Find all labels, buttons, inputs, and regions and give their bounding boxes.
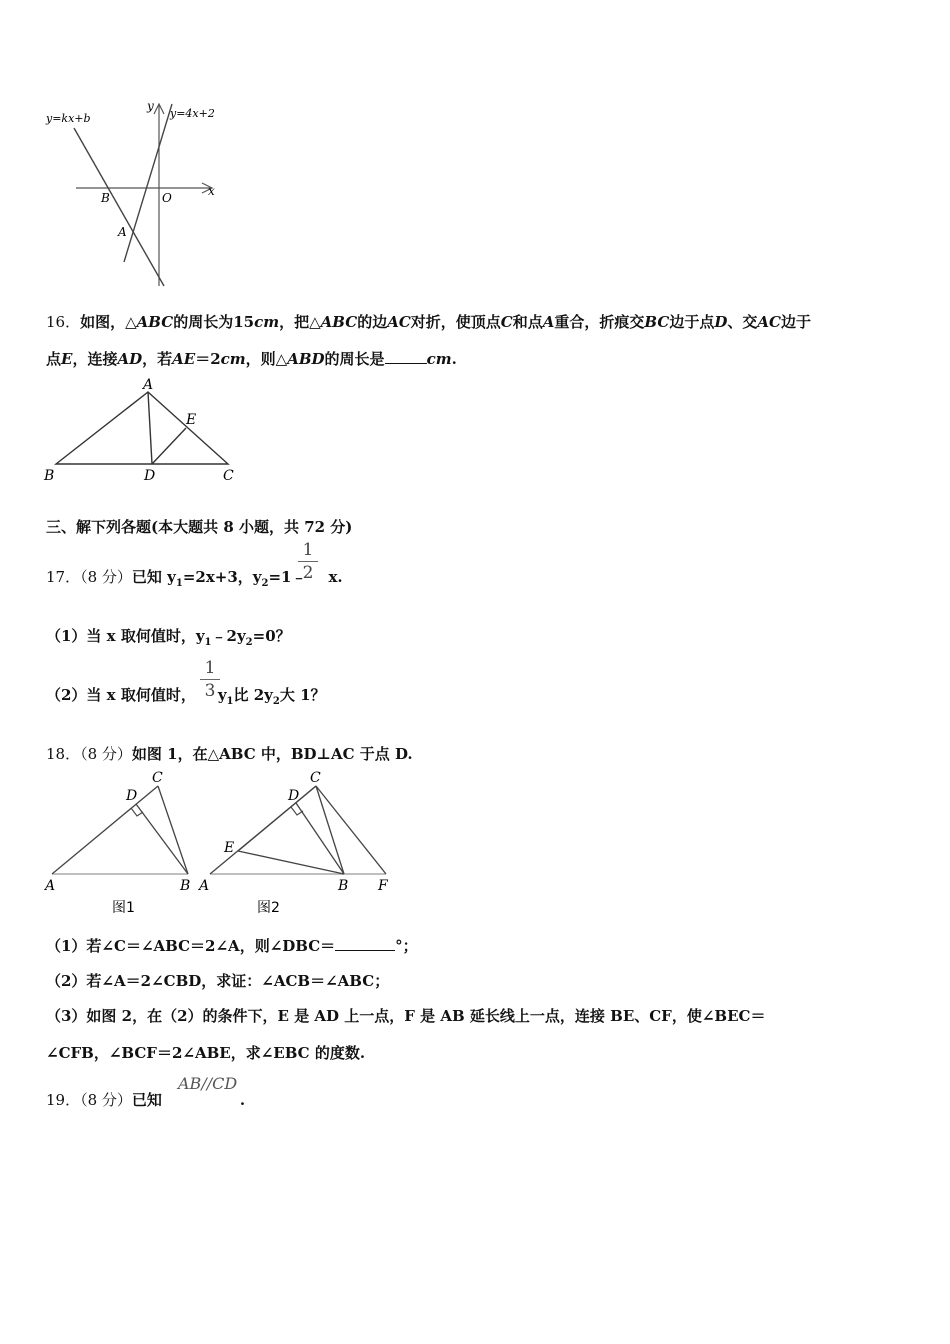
segment-bd — [136, 804, 188, 874]
q16-figure — [40, 372, 250, 490]
segment-cf — [316, 786, 386, 874]
label-f: F — [378, 878, 388, 894]
q15-figure — [44, 96, 230, 292]
label-b: B — [338, 878, 349, 894]
triangle-abc — [56, 392, 228, 464]
label-c: C — [223, 468, 234, 484]
q18-figure1 — [40, 768, 200, 920]
q17-fraction-half: 1 2 — [298, 540, 318, 583]
label-e: E — [224, 840, 235, 856]
q17-part2: （2）当 x 取何值时， $y_1$比 $2y_2$大 1？ — [46, 686, 326, 707]
line-label-kx-b: y=kx+b — [46, 112, 91, 125]
q17-stem: 17．（8 分）已知 $y_1=2x+3$，$y_2=1﹣$ x. — [46, 568, 343, 589]
q18-part3-line2: ∠CFB，∠BCF＝2∠ABE，求∠EBC 的度数. — [46, 1044, 366, 1062]
label-a: A — [45, 878, 56, 894]
segment-cb — [158, 786, 188, 874]
q18-figure2 — [196, 768, 396, 920]
label-c: C — [152, 770, 163, 786]
line-4x-2 — [124, 104, 172, 262]
segment-be — [238, 851, 344, 874]
label-b: B — [180, 878, 191, 894]
point-b-label: B — [101, 191, 110, 205]
q18-stem: 18．（8 分）如图 1，在△ABC 中，BD⊥AC 于点 D. — [46, 745, 413, 763]
q19-formula: AB//CD — [178, 1074, 238, 1093]
label-d: D — [288, 788, 300, 804]
label-c: C — [310, 770, 321, 786]
x-axis-label: x — [208, 184, 215, 198]
label-a: A — [143, 377, 154, 393]
label-e: E — [186, 412, 197, 428]
y-axis-label: y — [147, 99, 154, 113]
label-a: A — [199, 878, 210, 894]
caption-fig2: 图2 — [257, 900, 280, 916]
section3-title: 三、解下列各题(本大题共 8 小题，共 72 分) — [46, 518, 353, 536]
q16-line2: 点E，连接AD，若AE＝2cm，则△ABD的周长是 cm. — [46, 350, 457, 368]
segment-bd — [296, 803, 344, 874]
segment-ad — [148, 392, 152, 464]
q19-stem: 19．（8 分）已知 . — [46, 1091, 246, 1109]
line-label-4x-2: y=4x+2 — [170, 107, 215, 120]
q18-part1: （1）若∠C＝∠ABC＝2∠A，则∠DBC＝ °； — [46, 937, 418, 955]
q18-answer-blank — [335, 950, 395, 951]
label-b: B — [44, 468, 55, 484]
q16-answer-blank — [385, 363, 427, 364]
line-kx-b — [74, 128, 164, 286]
segment-ec — [238, 786, 316, 851]
q18-part3-line1: （3）如图 2，在（2）的条件下，E 是 AD 上一点，F 是 AB 延长线上一点，连接 BE、CF，使∠BEC＝ — [46, 1007, 766, 1025]
q18-part2: （2）若∠A＝2∠CBD，求证：∠ACB＝∠ABC； — [46, 972, 390, 990]
segment-de — [152, 428, 186, 464]
q17-fraction-third: 1 3 — [200, 658, 220, 701]
segment-ac — [52, 786, 158, 874]
point-o-label: O — [162, 191, 172, 205]
point-a-label: A — [118, 225, 127, 239]
caption-fig1: 图1 — [112, 900, 135, 916]
segment-cb — [316, 786, 344, 874]
q16-line1: 16．如图，△ABC的周长为15cm，把△ABC的边AC对折，使顶点C和点A重合，折痕交BC边于点D、交AC边于 — [46, 313, 811, 331]
label-d: D — [126, 788, 138, 804]
q17-part1: （1）当 x 取何值时，$y_1﹣2y_2=0$？ — [46, 627, 291, 648]
label-d: D — [144, 468, 156, 484]
